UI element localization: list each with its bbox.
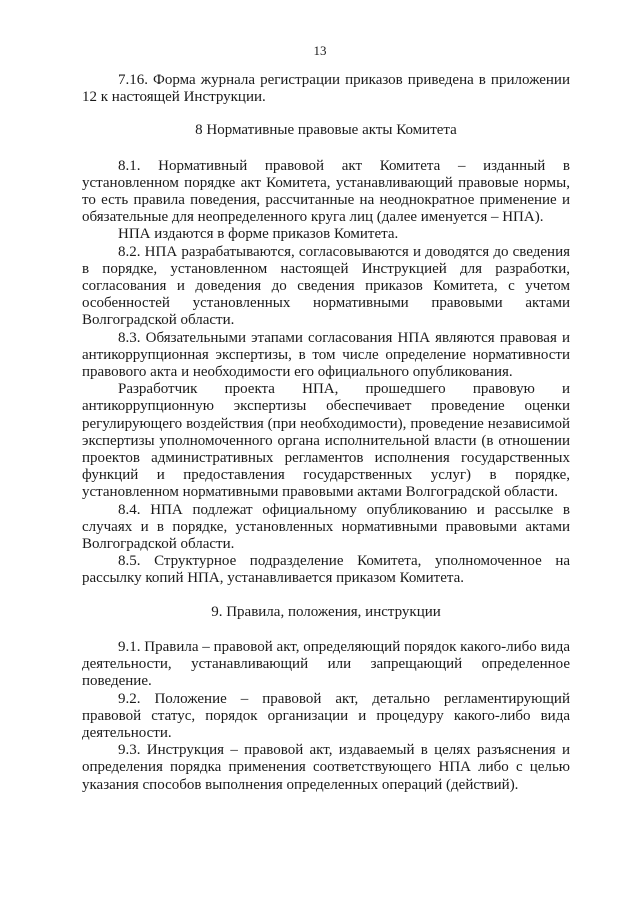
paragraph-9-3: 9.3. Инструкция – правовой акт, издаваемый в целях разъяснения и определения порядка применения соответствующего НПА либо с целью указания способов выполнения определенных операций (действий). <box>82 742 570 793</box>
document-body <box>82 72 570 794</box>
paragraph-8-2: 8.2. НПА разрабатываются, согласовываются и доводятся до сведения в порядке, установленном настоящей Инструкцией для разработки, согласования и доведения до сведения приказов Комитета, с учетом особенностей установленных нормативными правовыми актами Волгоградской области. <box>82 243 570 329</box>
section-heading-9: 9. Правила, положения, инструкции <box>211 603 441 620</box>
paragraph-9-2: 9.2. Положение – правовой акт, детально регламентирующий правовой статус, порядок организации и процедуру какого-либо вида деятельности. <box>82 690 570 741</box>
paragraph-8-1: 8.1. Нормативный правовой акт Комитета – изданный в установленном порядке акт Комитета, устанавливающий правовые нормы, то есть правила поведения, рассчитанные на неоднократное применение и обязательные для неопределенного круга лиц (далее именуется – НПА). <box>82 157 570 226</box>
paragraph-8-3-developer: Разработчик проекта НПА, прошедшего правовую и антикоррупционную экспертизы обеспечивает проведение оценки регулирующего воздействия (при необходимости), проведение независимой экспертизы уполномоченного органа исполнительной власти (в отношении проектов административных регламентов исполнения государственных функций и предоставления государственных услуг) в порядке, установленном нормативными правовыми актами Волгоградской области. <box>82 381 570 501</box>
paragraph-8-4: 8.4. НПА подлежат официальному опубликованию и рассылке в случаях и в порядке, установленных нормативными правовыми актами Волгоградской области. <box>82 501 570 553</box>
paragraph-8-3: 8.3. Обязательными этапами согласования НПА являются правовая и антикоррупционная экспертизы, в том числе определение нормативности правового акта и необходимости его официального опубликования. <box>82 329 570 381</box>
page-number: 13 <box>313 43 327 58</box>
paragraph-7-16: 7.16. Форма журнала регистрации приказов приведена в приложении 12 к настоящей Инструкции. <box>82 72 570 106</box>
paragraph-8-1-npa-form: НПА издаются в форме приказов Комитета. <box>118 226 399 243</box>
paragraph-9-1: 9.1. Правила – правовой акт, определяющий порядок какого-либо вида деятельности, устанавливающий или запрещающий определенное поведение. <box>82 638 570 690</box>
section-heading-8: 8 Нормативные правовые акты Комитета <box>195 122 457 139</box>
paragraph-8-5: 8.5. Структурное подразделение Комитета, уполномоченное на рассылку копий НПА, устанавливается приказом Комитета. <box>82 553 570 587</box>
